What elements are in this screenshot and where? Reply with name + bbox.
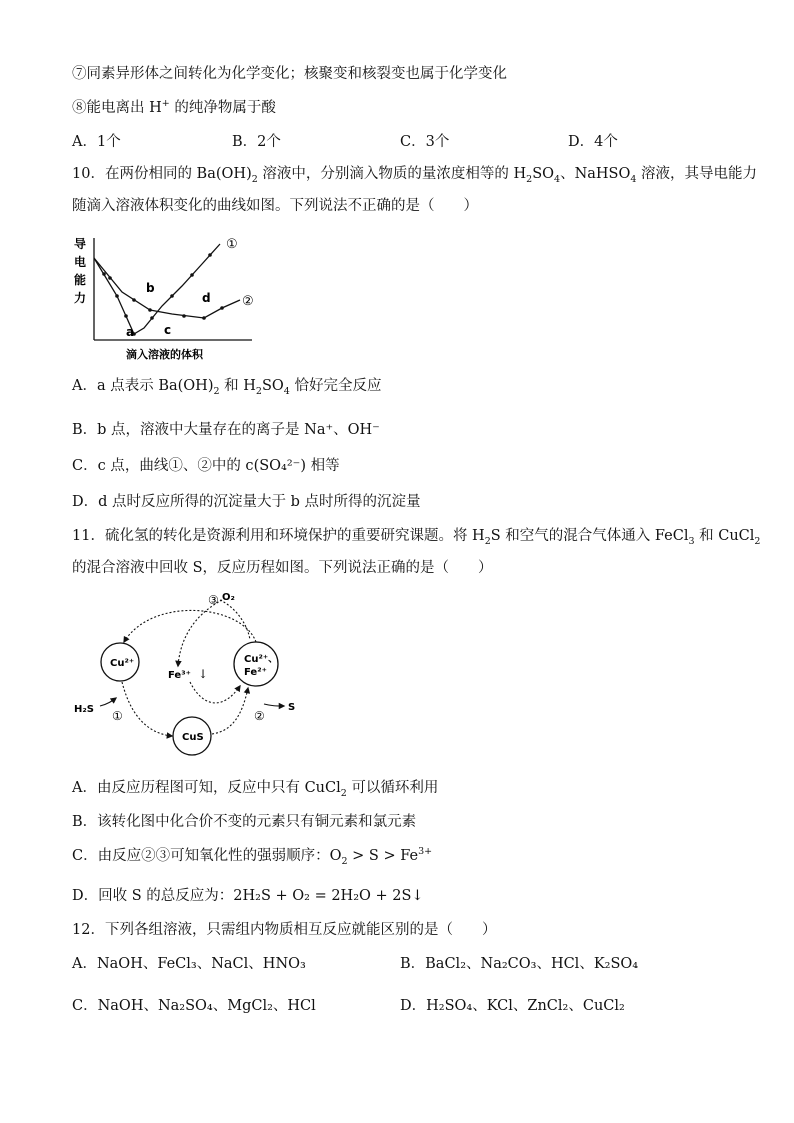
cus-label: CuS (182, 732, 204, 743)
q11-stem-line2: 的混合溶液中回收 S，反应历程如图。下列说法正确的是（ ） (72, 560, 493, 576)
arrow-inner-right (220, 600, 250, 640)
cu2-label: Cu²⁺ (110, 658, 135, 669)
q9-option-c[interactable]: C．3个 (400, 134, 450, 150)
arrow-right (212, 688, 248, 734)
arrow-top (124, 610, 256, 642)
arrow-h2s (100, 698, 116, 706)
q10-stem-line2: 随滴入溶液体积变化的曲线如图。下列说法不正确的是（ ） (72, 198, 478, 214)
q10-option-c[interactable]: C．c 点，曲线①、②中的 c(SO₄²⁻) 相等 (72, 458, 340, 474)
fe2-label: Fe²⁺ (244, 667, 267, 678)
q9-option-a[interactable]: A．1个 (72, 134, 121, 150)
q12-option-b[interactable]: B．BaCl₂、Na₂CO₃、HCl、K₂SO₄ (400, 956, 639, 972)
step-2-label: ② (254, 709, 265, 723)
point-b-label: b (146, 281, 155, 295)
q10-stem-line1: 10．在两份相同的 $Ba(OH)_2$ 溶液中，分别滴入物质的量浓度相等的 $H_2SO_4$、NaHSO$_4$ 溶液，其导电能力 (72, 166, 758, 185)
q11-stem-line1: 11．硫化氢的转化是资源利用和环境保护的重要研究课题。将 $H_2S$ 和空气的混合气体通入 FeCl$_3$ 和 CuCl$_2$ (72, 528, 761, 547)
q11-option-d[interactable]: D．回收 S 的总反应为：2H₂S + O₂ = 2H₂O + 2S↓ (72, 888, 424, 904)
graph-ylabel-2: 电 (74, 255, 87, 269)
point-d-label: d (202, 291, 211, 305)
arrow-left (122, 682, 172, 736)
conductivity-graph (72, 228, 272, 366)
q10-option-a[interactable]: A．a 点表示 $Ba(OH)_2$ 和 $H_2SO_4$ 恰好完全反应 (72, 378, 382, 397)
arrow-inner-bottom (190, 682, 240, 703)
step-3-label: ③ (208, 593, 219, 607)
down-arrow-label: ↓ (198, 667, 209, 681)
curve-2-label: ② (242, 294, 254, 309)
arrow-s (264, 704, 284, 706)
step-1-label: ① (112, 709, 123, 723)
fe3-label: Fe³⁺ (168, 670, 191, 681)
q12-option-a[interactable]: A．NaOH、FeCl₃、NaCl、HNO₃ (72, 956, 306, 972)
h2s-label: H₂S (74, 704, 94, 715)
q12-option-c[interactable]: C．NaOH、Na₂SO₄、MgCl₂、HCl (72, 998, 316, 1014)
q12-stem: 12．下列各组溶液，只需组内物质相互反应就能区别的是（ ） (72, 922, 497, 938)
graph-xlabel: 滴入溶液的体积 (126, 348, 203, 361)
q9-option-b[interactable]: B．2个 (232, 134, 281, 150)
q10-option-b[interactable]: B．b 点，溶液中大量存在的离子是 Na⁺、OH⁻ (72, 422, 380, 438)
q9-option-d[interactable]: D．4个 (568, 134, 618, 150)
curve-1-label: ① (226, 237, 238, 252)
statement-8: ⑧能电离出 H+ 的纯净物属于酸 (72, 98, 276, 116)
reaction-cycle-diagram (72, 586, 312, 758)
point-a-label: a (126, 325, 135, 339)
q12-option-d[interactable]: D．H₂SO₄、KCl、ZnCl₂、CuCl₂ (400, 998, 625, 1014)
curve-1 (94, 244, 220, 334)
q11-option-b[interactable]: B．该转化图中化合价不变的元素只有铜元素和氯元素 (72, 814, 417, 830)
q10-option-d[interactable]: D．d 点时反应所得的沉淀量大于 b 点时所得的沉淀量 (72, 494, 421, 510)
point-c-label: c (164, 323, 172, 337)
graph-ylabel-1: 导 (74, 237, 87, 251)
graph-ylabel-4: 力 (74, 291, 87, 305)
graph-ylabel-3: 能 (74, 273, 87, 287)
cu-right-label: Cu²⁺、 (244, 654, 279, 665)
curve-2 (94, 258, 240, 318)
arrow-inner-left (178, 600, 222, 666)
q11-option-a[interactable]: A．由反应历程图可知，反应中只有 CuCl$_2$ 可以循环利用 (72, 780, 439, 799)
q11-option-c[interactable]: C．由反应②③可知氧化性的强弱顺序：$O_2 > S > Fe^{3+}$ (72, 846, 433, 867)
o2-label: O₂ (222, 592, 235, 603)
statement-7: ⑦同素异形体之间转化为化学变化；核聚变和核裂变也属于化学变化 (72, 66, 507, 82)
s-label: S (288, 702, 296, 713)
